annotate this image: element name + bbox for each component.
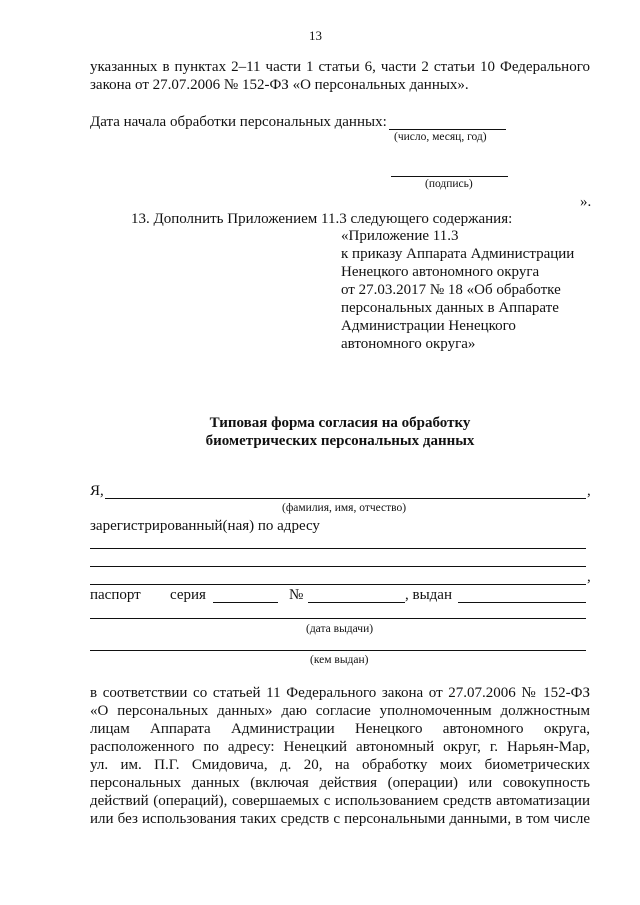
form-title-line-1: Типовая форма согласия на обработку: [209, 415, 471, 431]
address-line-3: [90, 584, 586, 585]
annex-line: к приказу Аппарата Администрации: [341, 246, 575, 262]
annex-line: «Приложение 11.3: [341, 228, 459, 244]
start-date-label: Дата начала обработки персональных данных:: [90, 114, 387, 130]
issued-by-line: [90, 650, 586, 651]
issued-label: , выдан: [405, 587, 452, 603]
annex-line: автономного округа»: [341, 336, 476, 352]
form-title-line-2: биометрических персональных данных: [205, 433, 475, 449]
item-13: 13. Дополнить Приложением 11.3 следующего содержания:: [131, 211, 513, 227]
annex-line: Администрации Ненецкого: [341, 318, 516, 334]
body-line: действий (операций), совершаемых с использованием средств автоматизации: [90, 793, 590, 809]
series-line: [213, 602, 278, 603]
address-line-2: [90, 566, 586, 567]
annex-line: от 27.03.2017 № 18 «Об обработке: [341, 282, 561, 298]
date-hint: (число, месяц, год): [394, 131, 487, 143]
i-label: Я,: [90, 483, 104, 499]
body-line: расположенного по адресу: Ненецкий автономный округ, г. Нарьян-Мар,: [90, 739, 590, 755]
closing-quote: ».: [580, 194, 592, 210]
issued-line: [458, 602, 586, 603]
date-line: [389, 129, 506, 130]
number-line: [308, 602, 405, 603]
intro-line-1: указанных в пунктах 2–11 части 1 статьи 6, части 2 статьи 10 Федерального: [90, 59, 590, 75]
issue-date-line: [90, 618, 586, 619]
registered-label: зарегистрированный(ная) по адресу: [90, 518, 320, 534]
page-number: 13: [309, 28, 322, 43]
annex-line: Ненецкого автономного округа: [341, 264, 540, 280]
signature-hint: (подпись): [425, 178, 473, 190]
address-comma: ,: [587, 569, 591, 585]
body-line: лицам Аппарата Администрации Ненецкого автономного округа,: [90, 721, 590, 737]
fio-line: [105, 498, 586, 499]
passport-label: паспорт: [90, 587, 141, 603]
body-line: или без использования таких средств с персональными данными, в том числе: [90, 811, 590, 827]
fio-hint: (фамилия, имя, отчество): [282, 502, 407, 514]
signature-line: [391, 176, 508, 177]
address-line-1: [90, 548, 586, 549]
body-line: ул. им. П.Г. Смидовича, д. 20, на обработку моих биометрических: [90, 757, 590, 773]
intro-line-2: закона от 27.07.2006 № 152-ФЗ «О персональных данных».: [90, 77, 469, 93]
annex-line: персональных данных в Аппарате: [341, 300, 559, 316]
body-line: «О персональных данных» даю согласие уполномоченным должностным: [90, 703, 590, 719]
issued-by-hint: (кем выдан): [310, 654, 369, 666]
body-line: персональных данных (включая действия (операции) или совокупность: [90, 775, 590, 791]
series-label: серия: [170, 587, 206, 603]
body-line: в соответствии со статьей 11 Федерального закона от 27.07.2006 № 152-ФЗ: [90, 685, 590, 701]
number-label: №: [289, 587, 304, 603]
issue-date-hint: (дата выдачи): [306, 623, 374, 635]
fio-comma: ,: [587, 483, 591, 499]
